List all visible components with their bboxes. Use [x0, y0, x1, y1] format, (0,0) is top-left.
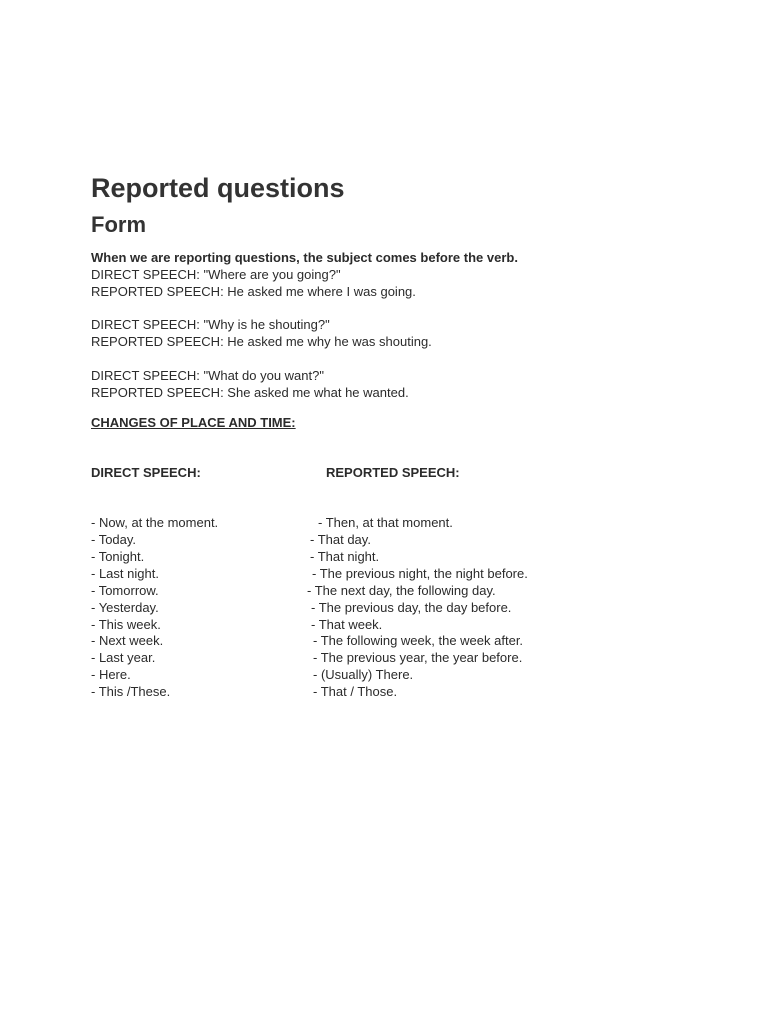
intro-text: When we are reporting questions, the subject comes before the verb.	[91, 250, 518, 265]
table-row-direct: - This /These.	[91, 684, 171, 699]
table-row-reported: - (Usually) There.	[313, 667, 414, 682]
table-row-reported: - That day.	[310, 532, 371, 547]
table-row-direct: - This week.	[91, 617, 161, 632]
table-row-direct: - Here.	[91, 667, 131, 682]
table-row-reported: - The following week, the week after.	[313, 633, 524, 648]
table-row-direct: - Last year.	[91, 650, 156, 665]
table-row-reported: - That night.	[310, 549, 380, 564]
example-1-direct: DIRECT SPEECH: "Where are you going?"	[91, 267, 341, 282]
table-row-reported: - The previous day, the day before.	[311, 600, 512, 615]
example-1-reported: REPORTED SPEECH: He asked me where I was going.	[91, 284, 416, 299]
table-row-reported: - The previous night, the night before.	[312, 566, 528, 581]
table-row-direct: - Tomorrow.	[91, 583, 159, 598]
table-row-direct: - Today.	[91, 532, 137, 547]
table-row-direct: - Next week.	[91, 633, 164, 648]
example-2-reported: REPORTED SPEECH: He asked me why he was shouting.	[91, 334, 432, 349]
example-3-reported: REPORTED SPEECH: She asked me what he wanted.	[91, 385, 409, 400]
table-header-direct: DIRECT SPEECH:	[91, 465, 201, 480]
table-row-direct: - Tonight.	[91, 549, 145, 564]
table-row-reported: - The next day, the following day.	[307, 583, 496, 598]
example-3-direct: DIRECT SPEECH: "What do you want?"	[91, 368, 324, 383]
table-row-reported: - Then, at that moment.	[318, 515, 453, 530]
page-title: Reported questions	[91, 173, 345, 203]
section-subtitle: Form	[91, 212, 146, 237]
table-row-reported: - The previous year, the year before.	[313, 650, 523, 665]
table-row-reported: - That week.	[311, 617, 383, 632]
table-row-reported: - That / Those.	[313, 684, 398, 699]
changes-heading: CHANGES OF PLACE AND TIME:	[91, 415, 296, 430]
table-header-reported: REPORTED SPEECH:	[326, 465, 460, 480]
table-row-direct: - Last night.	[91, 566, 159, 581]
table-row-direct: - Yesterday.	[91, 600, 159, 615]
example-2-direct: DIRECT SPEECH: "Why is he shouting?"	[91, 317, 330, 332]
table-row-direct: - Now, at the moment.	[91, 515, 219, 530]
